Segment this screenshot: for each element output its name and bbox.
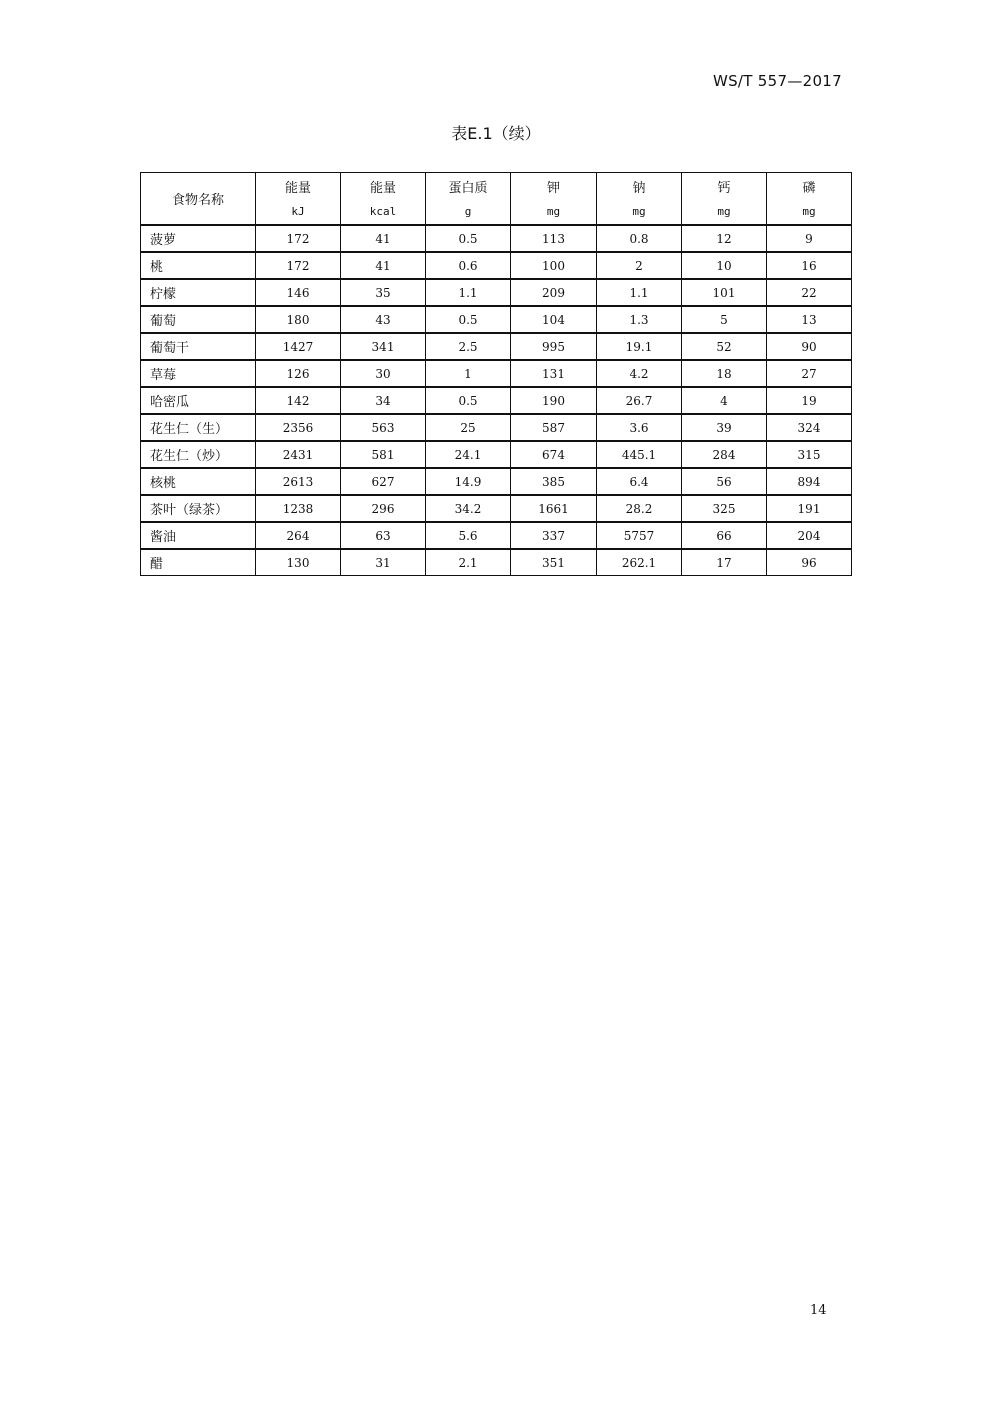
column-header-unit: mg: [632, 204, 646, 218]
value-cell: 14.9: [426, 468, 511, 495]
value-cell: 27: [767, 360, 852, 387]
value-cell: 96: [767, 549, 852, 576]
value-cell: 1: [426, 360, 511, 387]
value-cell: 2.1: [426, 549, 511, 576]
value-cell: 31: [341, 549, 426, 576]
value-cell: 39: [682, 414, 767, 441]
table-row: [141, 522, 852, 549]
column-header-unit: kJ: [291, 204, 305, 218]
value-cell: 172: [256, 252, 341, 279]
food-name-cell: 醋: [141, 549, 256, 576]
page-number: 14: [810, 1303, 827, 1318]
value-cell: 41: [341, 225, 426, 252]
value-cell: 34: [341, 387, 426, 414]
food-name-cell: 葡萄: [141, 306, 256, 333]
table-row: [141, 495, 852, 522]
value-cell: 19: [767, 387, 852, 414]
table-title: 表E.1（续）: [451, 124, 541, 143]
column-header-phosphorus: [767, 173, 852, 226]
value-cell: 341: [341, 333, 426, 360]
value-cell: 146: [256, 279, 341, 306]
value-cell: 131: [511, 360, 597, 387]
value-cell: 172: [256, 225, 341, 252]
value-cell: 9: [767, 225, 852, 252]
value-cell: 0.6: [426, 252, 511, 279]
value-cell: 142: [256, 387, 341, 414]
food-name-cell: 花生仁（生）: [141, 414, 256, 441]
value-cell: 0.5: [426, 225, 511, 252]
value-cell: 41: [341, 252, 426, 279]
value-cell: 104: [511, 306, 597, 333]
value-cell: 191: [767, 495, 852, 522]
food-name-cell: 哈密瓜: [141, 387, 256, 414]
column-header-label: 钾: [546, 180, 560, 196]
value-cell: 315: [767, 441, 852, 468]
value-cell: 2613: [256, 468, 341, 495]
value-cell: 0.5: [426, 387, 511, 414]
value-cell: 26.7: [597, 387, 682, 414]
table-row: [141, 441, 852, 468]
nutrition-table: [140, 172, 852, 576]
value-cell: 995: [511, 333, 597, 360]
table-row: [141, 333, 852, 360]
value-cell: 204: [767, 522, 852, 549]
value-cell: 351: [511, 549, 597, 576]
value-cell: 445.1: [597, 441, 682, 468]
column-header-food-name: [141, 173, 256, 226]
food-name-cell: 茶叶（绿茶）: [141, 495, 256, 522]
table-row: [141, 360, 852, 387]
value-cell: 627: [341, 468, 426, 495]
value-cell: 1.3: [597, 306, 682, 333]
table-row: [141, 252, 852, 279]
column-header-sodium: [597, 173, 682, 226]
value-cell: 2: [597, 252, 682, 279]
value-cell: 22: [767, 279, 852, 306]
value-cell: 34.2: [426, 495, 511, 522]
value-cell: 35: [341, 279, 426, 306]
value-cell: 1661: [511, 495, 597, 522]
value-cell: 66: [682, 522, 767, 549]
food-name-cell: 柠檬: [141, 279, 256, 306]
value-cell: 56: [682, 468, 767, 495]
value-cell: 13: [767, 306, 852, 333]
value-cell: 4: [682, 387, 767, 414]
value-cell: 3.6: [597, 414, 682, 441]
food-name-cell: 花生仁（炒）: [141, 441, 256, 468]
value-cell: 1427: [256, 333, 341, 360]
food-name-cell: 葡萄干: [141, 333, 256, 360]
column-header-label: 能量: [369, 180, 396, 196]
value-cell: 17: [682, 549, 767, 576]
value-cell: 674: [511, 441, 597, 468]
table-row: [141, 306, 852, 333]
column-header-unit: mg: [802, 204, 816, 218]
column-header-protein: [426, 173, 511, 226]
standard-code: WS/T 557—2017: [712, 72, 842, 90]
value-cell: 12: [682, 225, 767, 252]
column-header-label: 能量: [284, 180, 311, 196]
column-header-unit: mg: [546, 204, 561, 218]
value-cell: 180: [256, 306, 341, 333]
column-header-label: 钠: [632, 180, 646, 196]
value-cell: 894: [767, 468, 852, 495]
value-cell: 581: [341, 441, 426, 468]
column-header-label: 磷: [802, 180, 816, 196]
value-cell: 1.1: [426, 279, 511, 306]
table-row: [141, 468, 852, 495]
value-cell: 5: [682, 306, 767, 333]
table-row: [141, 549, 852, 576]
column-header-energy-kcal: [341, 173, 426, 226]
column-header-label: 蛋白质: [448, 180, 488, 196]
value-cell: 30: [341, 360, 426, 387]
value-cell: 18: [682, 360, 767, 387]
table-body: [141, 225, 852, 576]
value-cell: 19.1: [597, 333, 682, 360]
table-header: [141, 173, 852, 226]
value-cell: 25: [426, 414, 511, 441]
value-cell: 209: [511, 279, 597, 306]
table-row: [141, 414, 852, 441]
column-header-potassium: [511, 173, 597, 226]
value-cell: 101: [682, 279, 767, 306]
value-cell: 126: [256, 360, 341, 387]
value-cell: 324: [767, 414, 852, 441]
value-cell: 325: [682, 495, 767, 522]
value-cell: 1238: [256, 495, 341, 522]
value-cell: 4.2: [597, 360, 682, 387]
value-cell: 100: [511, 252, 597, 279]
value-cell: 2431: [256, 441, 341, 468]
value-cell: 284: [682, 441, 767, 468]
column-header-unit: mg: [717, 204, 731, 218]
value-cell: 90: [767, 333, 852, 360]
header-row: [141, 173, 852, 226]
value-cell: 2.5: [426, 333, 511, 360]
food-name-cell: 桃: [141, 252, 256, 279]
column-header-unit: g: [464, 204, 472, 218]
value-cell: 0.8: [597, 225, 682, 252]
value-cell: 587: [511, 414, 597, 441]
value-cell: 63: [341, 522, 426, 549]
value-cell: 1.1: [597, 279, 682, 306]
value-cell: 190: [511, 387, 597, 414]
value-cell: 113: [511, 225, 597, 252]
value-cell: 5757: [597, 522, 682, 549]
value-cell: 16: [767, 252, 852, 279]
table-row: [141, 225, 852, 252]
column-header-energy-kj: [256, 173, 341, 226]
table-row: [141, 279, 852, 306]
table-row: [141, 387, 852, 414]
column-header-calcium: [682, 173, 767, 226]
value-cell: 2356: [256, 414, 341, 441]
food-name-cell: 草莓: [141, 360, 256, 387]
value-cell: 262.1: [597, 549, 682, 576]
value-cell: 563: [341, 414, 426, 441]
value-cell: 5.6: [426, 522, 511, 549]
value-cell: 337: [511, 522, 597, 549]
value-cell: 10: [682, 252, 767, 279]
value-cell: 385: [511, 468, 597, 495]
value-cell: 24.1: [426, 441, 511, 468]
value-cell: 52: [682, 333, 767, 360]
value-cell: 264: [256, 522, 341, 549]
value-cell: 130: [256, 549, 341, 576]
value-cell: 296: [341, 495, 426, 522]
column-header-label: 钙: [717, 180, 731, 196]
value-cell: 0.5: [426, 306, 511, 333]
food-name-cell: 核桃: [141, 468, 256, 495]
column-header-unit: kcal: [369, 204, 397, 218]
column-header-label: 食物名称: [171, 193, 224, 208]
value-cell: 43: [341, 306, 426, 333]
value-cell: 28.2: [597, 495, 682, 522]
value-cell: 6.4: [597, 468, 682, 495]
food-name-cell: 酱油: [141, 522, 256, 549]
food-name-cell: 菠萝: [141, 225, 256, 252]
